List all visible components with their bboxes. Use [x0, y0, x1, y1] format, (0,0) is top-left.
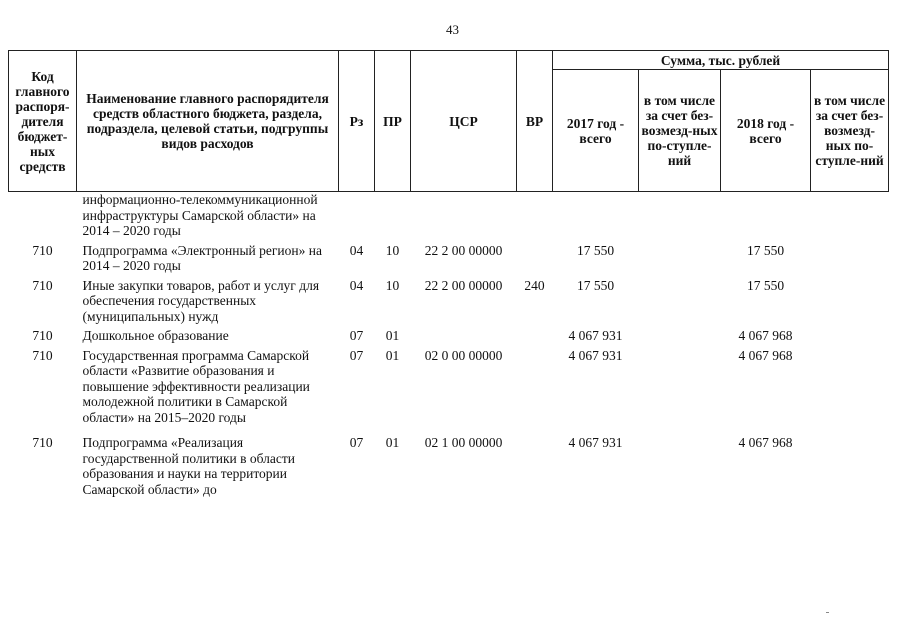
table-row [9, 192, 889, 241]
table-body [9, 192, 889, 500]
cell-vr [517, 192, 553, 241]
cell-incl-2018 [811, 427, 889, 499]
cell-sum-2017: 4 067 931 [568, 328, 623, 343]
header-csr: ЦСР [411, 51, 517, 192]
cell-rz: 07 [349, 328, 364, 343]
cell-vr [517, 326, 553, 346]
cell-sum-2018: 4 067 968 [738, 435, 793, 450]
cell-sum-2018: 17 550 [746, 242, 785, 258]
cell-pr: 10 [385, 242, 400, 258]
cell-name: Подпрограмма «Реализация государственной политики в области образования и науки на территории Самарской области» до [82, 435, 296, 497]
cell-vr: 240 [524, 277, 545, 293]
table-row [9, 241, 889, 276]
cell-vr [517, 241, 553, 276]
cell-code: 710 [32, 328, 53, 343]
cell-incl-2018 [811, 241, 889, 276]
cell-code: 710 [32, 347, 53, 363]
header-pr: ПР [375, 51, 411, 192]
header-2018-total: 2018 год - всего [721, 70, 811, 192]
cell-sum-2017: 17 550 [576, 277, 615, 293]
cell-incl-2017 [639, 276, 721, 327]
cell-pr: 01 [385, 435, 400, 450]
header-2017-total: 2017 год - всего [553, 70, 639, 192]
cell-csr: 02 0 00 00000 [424, 347, 503, 363]
cell-name: информационно-телекоммуникационной инфраструктуры Самарской области» на 2014 – 2020 годы [82, 192, 318, 238]
cell-incl-2017 [639, 241, 721, 276]
header-sum-title: Сумма, тыс. рублей [553, 51, 889, 70]
scan-speck [826, 612, 829, 613]
cell-name: Государственная программа Самарской области «Развитие образования и повышение эффективности реализации молодежной политики в Самарской области» на 2015–2020 годы [82, 347, 310, 425]
cell-rz: 07 [349, 347, 364, 363]
cell-vr [517, 346, 553, 428]
cell-rz: 04 [349, 242, 364, 258]
cell-incl-2018 [811, 346, 889, 428]
table-header [9, 51, 889, 192]
cell-vr [517, 427, 553, 499]
cell-pr: 10 [385, 277, 400, 293]
page-number: 43 [446, 22, 459, 37]
cell-sum-2017: 4 067 931 [568, 347, 623, 363]
cell-pr [375, 192, 411, 241]
cell-incl-2017 [639, 346, 721, 428]
cell-code: 710 [32, 435, 53, 450]
cell-csr: 22 2 00 00000 [424, 242, 503, 258]
cell-pr: 01 [385, 328, 400, 343]
cell-incl-2017 [639, 192, 721, 241]
cell-incl-2018 [811, 326, 889, 346]
cell-rz: 07 [349, 435, 364, 450]
cell-sum-2018: 4 067 968 [738, 328, 793, 343]
cell-incl-2018 [811, 192, 889, 241]
cell-csr: 22 2 00 00000 [424, 277, 503, 293]
cell-sum-2018 [721, 192, 811, 241]
header-code: Код главного распоря-дителя бюджет-ных средств [9, 51, 77, 192]
cell-rz [339, 192, 375, 241]
cell-incl-2018 [811, 276, 889, 327]
cell-name: Дошкольное образование [82, 328, 229, 343]
table-row [9, 346, 889, 428]
table-row [9, 276, 889, 327]
header-2018-incl: в том числе за счет без-возмезд-ных по-ступле-ний [811, 70, 889, 192]
cell-sum-2017 [553, 192, 639, 241]
cell-csr [411, 192, 517, 241]
header-2017-incl: в том числе за счет без-возмезд-ных по-ступле-ний [639, 70, 721, 192]
cell-csr [411, 326, 517, 346]
cell-code [9, 192, 77, 241]
header-rz: Рз [339, 51, 375, 192]
budget-table-container [8, 50, 888, 499]
cell-code: 710 [32, 242, 53, 258]
budget-table [8, 50, 889, 499]
cell-sum-2017: 17 550 [576, 242, 615, 258]
cell-sum-2018: 17 550 [746, 277, 785, 293]
cell-name: Подпрограмма «Электронный регион» на 2014 – 2020 годы [82, 242, 322, 273]
cell-code: 710 [32, 277, 53, 293]
cell-csr: 02 1 00 00000 [424, 435, 503, 450]
cell-incl-2017 [639, 427, 721, 499]
cell-sum-2017: 4 067 931 [568, 435, 623, 450]
cell-pr: 01 [385, 347, 400, 363]
table-row [9, 427, 889, 499]
cell-incl-2017 [639, 326, 721, 346]
table-row [9, 326, 889, 346]
cell-rz: 04 [349, 277, 364, 293]
cell-sum-2018: 4 067 968 [738, 347, 793, 363]
header-name: Наименование главного распорядителя средств областного бюджета, раздела, подраздела, целевой статьи, подгруппы видов расходов [77, 51, 339, 192]
cell-name: Иные закупки товаров, работ и услуг для обеспечения государственных (муниципальных) нужд [82, 277, 320, 324]
header-vr: ВР [517, 51, 553, 192]
